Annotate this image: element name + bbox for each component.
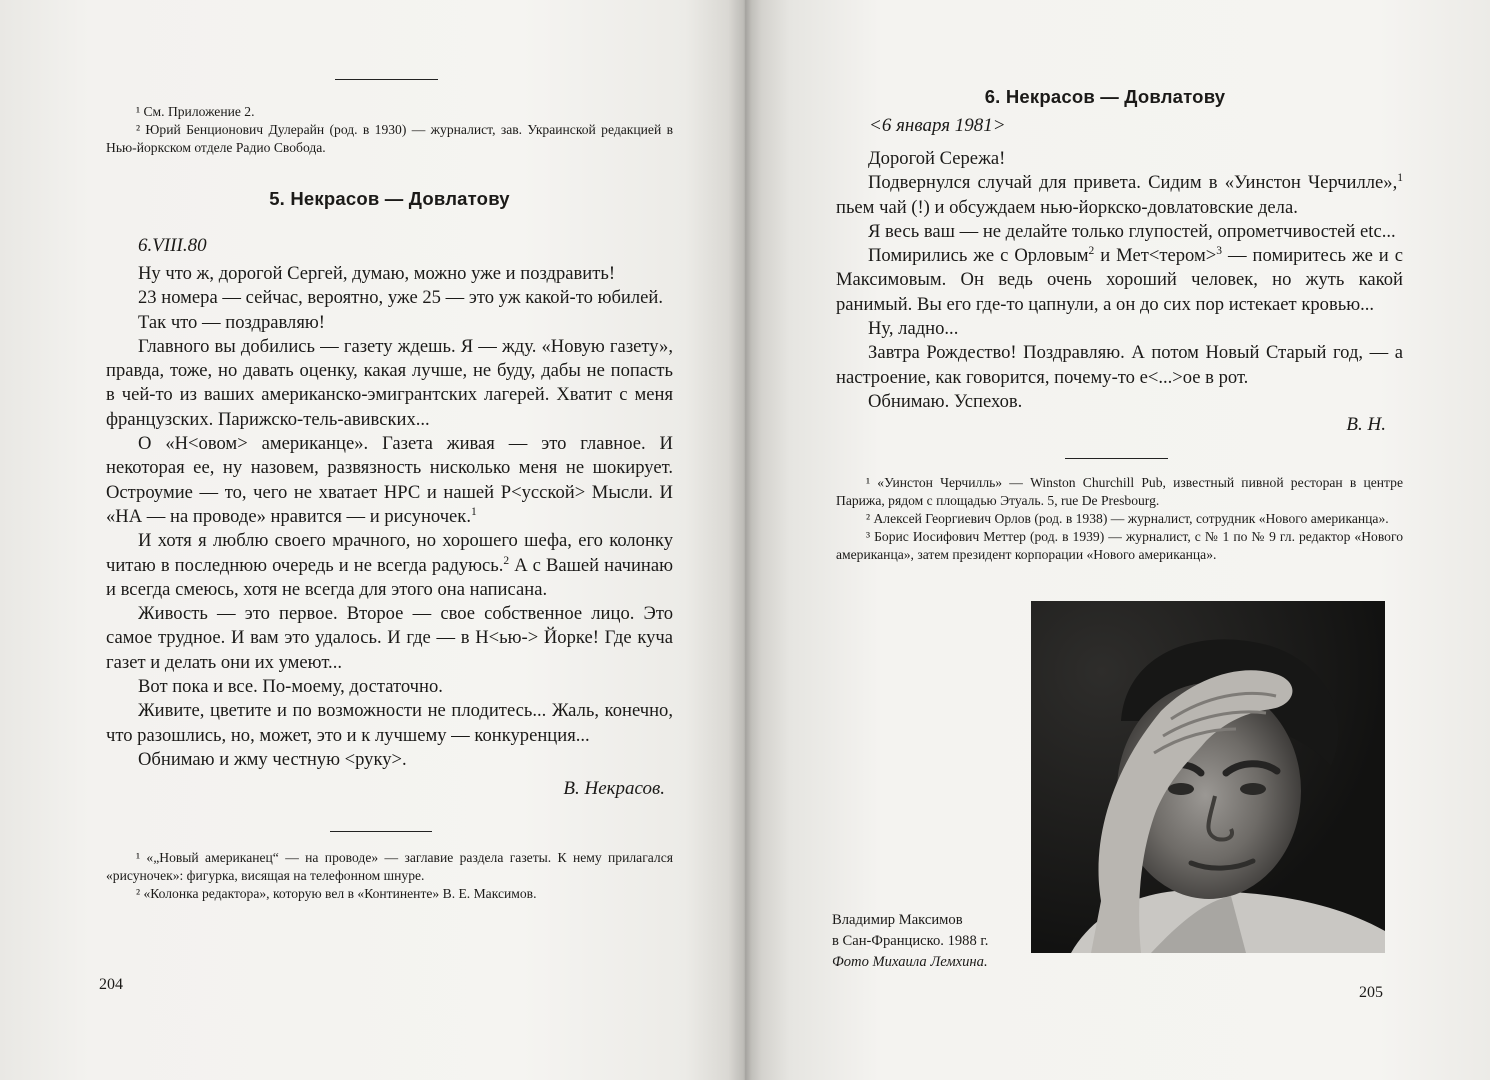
footnote-mark: 1 xyxy=(471,505,477,518)
footnote-3: ³ Борис Иосифович Меттер (род. в 1939) — журналист, с № 1 по № 9 гл. редактор «Нового американца», затем президент корпорации «Нового американца». xyxy=(836,529,1403,562)
paragraph: Я весь ваш — не делайте только глупостей, опрометчивостей etc... xyxy=(868,220,1396,242)
paragraph: Обнимаю. Успехов. xyxy=(868,390,1023,412)
footnote-2: ² Алексей Георгиевич Орлов (род. в 1938) — журналист, сотрудник «Нового американца». xyxy=(866,511,1389,526)
letter-heading-6: 6. Некрасов — Довлатову xyxy=(984,86,1226,107)
paragraph xyxy=(836,171,1403,220)
footnote-rule-bottom-left xyxy=(330,831,432,832)
paragraph: Завтра Рождество! Поздравляю. А потом Новый Старый год, — а настроение, как говорится, почему-то е<...>ое в рот. xyxy=(836,342,1403,388)
page-number-left: 204 xyxy=(99,976,123,993)
signature-6: В. Н. xyxy=(1346,414,1386,435)
paragraph: Дорогой Сережа! xyxy=(868,148,1006,169)
footnote-mark: 1 xyxy=(1397,172,1403,185)
portrait-illustration xyxy=(1031,601,1385,953)
caption-credit: Фото Михаила Лемхина. xyxy=(832,954,988,970)
footnote-1: ¹ «Уинстон Черчилль» — Winston Churchill Pub, известный пивной ресторан в центре Парижа, рядом с площадью Этуаль. 5, rue De Presbourg. xyxy=(836,475,1403,508)
caption-line-2: в Сан-Франциско. 1988 г. xyxy=(832,933,989,949)
footnote-rule-top-left xyxy=(335,79,438,80)
paragraph xyxy=(836,244,1403,317)
letter-date-6: <6 января 1981> xyxy=(869,115,1006,136)
footnote-mark: 2 xyxy=(503,554,510,567)
paragraph-text: и Мет<тером> xyxy=(1100,245,1217,267)
paragraph-text: пьем чай (!) и обсуждаем нью-йоркско-довлатовские дела. xyxy=(836,196,1298,218)
letter-date-5: 6.VIII.80 xyxy=(138,235,207,256)
letter-heading-5: 5. Некрасов — Довлатову xyxy=(269,188,510,209)
footnotes-top xyxy=(106,103,673,157)
footnotes-bottom xyxy=(106,849,673,903)
letter-body-5 xyxy=(106,262,673,772)
letter-body-6 xyxy=(836,147,1403,414)
paragraph xyxy=(106,432,673,529)
footnote-rule-right xyxy=(1065,458,1168,459)
paragraph-text: — помиритесь же и с Максимовым. Он ведь очень хороший человек, но жуть какой ранимый. Вы его где-то цапнули, а он до сих пор истекает кровью... xyxy=(836,245,1404,315)
paragraph: Ну, ладно... xyxy=(868,318,959,340)
paragraph-text: И хотя я люблю своего мрачного, но хорошего шефа, его колонку читаю в последнюю очередь и не всегда радуюсь. xyxy=(106,530,673,576)
footnote-2: ² «Колонка редактора», которую вел в «Континенте» В. Е. Максимов. xyxy=(136,886,537,901)
caption-line-1: Владимир Максимов xyxy=(832,912,963,928)
signature-5: В. Некрасов. xyxy=(563,778,665,799)
paragraph: Обнимаю и жму честную <руку>. xyxy=(138,748,407,770)
paragraph: Живость — это первое. Второе — свое собственное лицо. Это самое трудное. И вам это удалось. И где — в Н<ью-> Йорке! Где куча газет и делать они их умеют... xyxy=(106,603,673,673)
portrait-photo xyxy=(1031,601,1385,953)
footnote-mark: 3 xyxy=(1216,245,1222,257)
paragraph-text: О «Н<овом> американце». Газета живая — это главное. И некоторая ее, ну назовем, развязность нисколько меня не шокирует. Остроумие — то, чего не хватает НРС и нашей Р<усской> Мысли. И «НА — на проводе» нравится — и рисуночек. xyxy=(106,433,673,527)
footnote-mark: 2 xyxy=(1088,245,1095,257)
paragraph: Главного вы добились — газету ждешь. Я — жду. «Новую газету», правда, тоже, но давать оценку, какая лучше, не буду, дабы не попасть в чей-то из ваших американско-эмигрантских лагерей. Хватит с меня французских. Парижско-тель-авивских... xyxy=(106,335,673,430)
paragraph: Так что — поздравляю! xyxy=(138,311,325,333)
paragraph xyxy=(106,529,673,602)
photo-caption xyxy=(832,910,1017,973)
paragraph: Ну что ж, дорогой Сергей, думаю, можно уже и поздравить! xyxy=(138,263,616,284)
paragraph: Живите, цветите и по возможности не плодитесь... Жаль, конечно, что разошлись, но, может, это и к лучшему — конкуренция... xyxy=(106,700,673,746)
paragraph-text: Помирились же с Орловым xyxy=(868,245,1089,267)
paragraph-text: А с Вашей начинаю и всегда смеюсь, хотя не всегда для этого она написана. xyxy=(106,554,674,600)
paragraph: Вот пока и все. По-моему, достаточно. xyxy=(138,676,443,698)
footnote-2: ² Юрий Бенционович Дулерайн (род. в 1930) — журналист, зав. Украинской редакцией в Нью-йоркском отделе Радио Свобода. xyxy=(106,122,673,155)
page-number-right: 205 xyxy=(1359,984,1383,1001)
footnotes-right xyxy=(836,474,1403,564)
paragraph-text: Подвернулся случай для привета. Сидим в «Уинстон Черчилле», xyxy=(868,172,1398,194)
footnote-1: ¹ «„Новый американец“ — на проводе» — заглавие раздела газеты. К нему прилагался «рисуночек»: фигурка, висящая на телефонном шнуре. xyxy=(106,850,673,883)
footnote-1: ¹ См. Приложение 2. xyxy=(136,104,255,119)
paragraph: 23 номера — сейчас, вероятно, уже 25 — это уж какой-то юбилей. xyxy=(138,287,664,309)
